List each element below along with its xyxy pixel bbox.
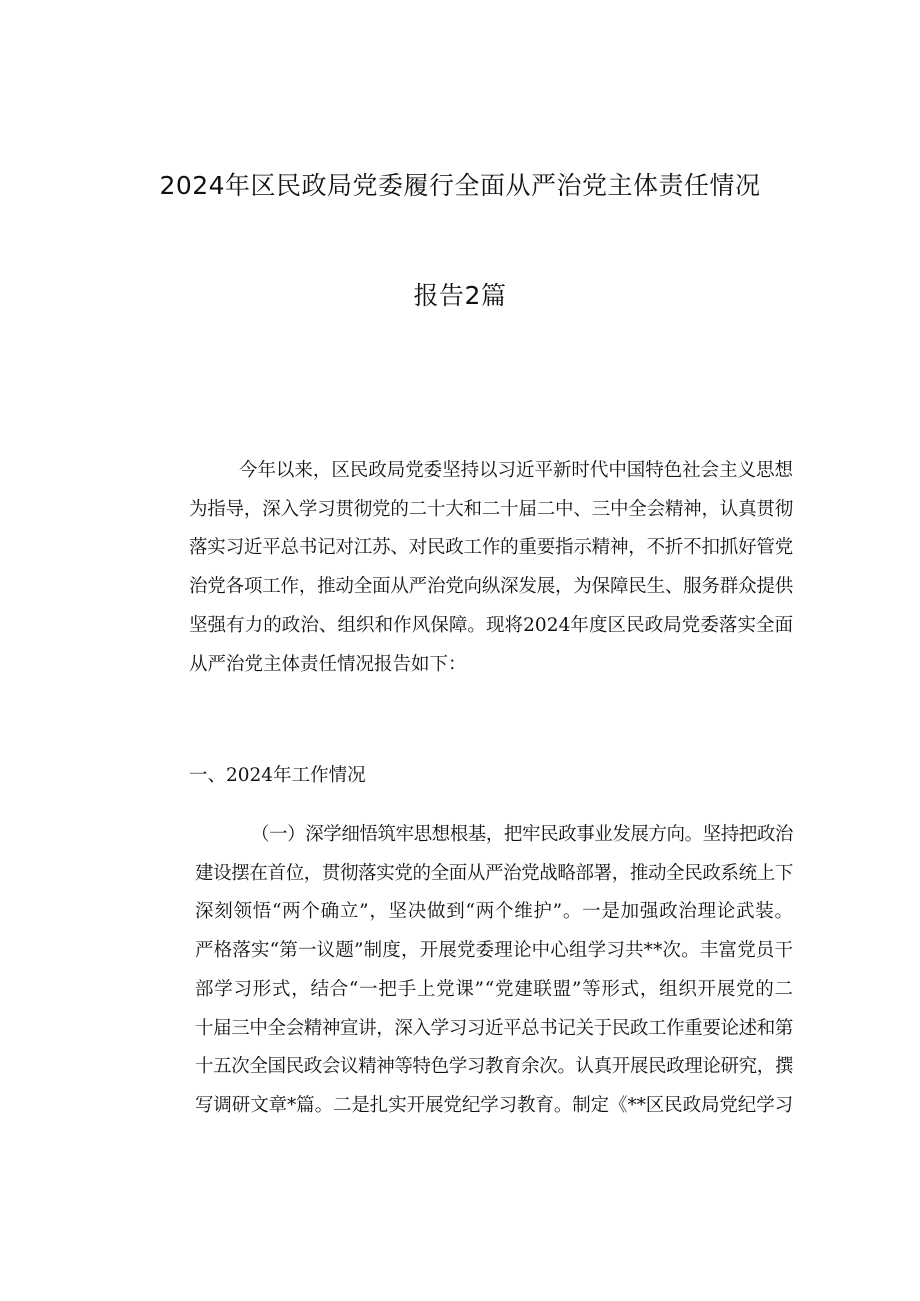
paragraph-line: 今年以来，区民政局党委坚持以习近平新时代中国特色社会主义思想	[239, 460, 793, 481]
paragraph-line: 坚强有力的政治、组织和作风保障。现将2024年度区民政局党委落实全面	[189, 614, 794, 636]
paragraph-line: 从严治党主体责任情况报告如下：	[189, 653, 467, 675]
paragraph-line: 部学习形式，结合“一把手上党课”“党建联盟”等形式，组织开展党的二	[195, 978, 794, 1000]
paragraph-line: 十五次全国民政会议精神等特色学习教育余次。认真开展民政理论研究，撰	[195, 1056, 793, 1078]
section-heading: 一、2024年工作情况	[189, 765, 366, 786]
paragraph-line: 治党各项工作，推动全面从严治党向纵深发展，为保障民生、服务群众提供	[189, 576, 793, 598]
paragraph-line: 建设摆在首位，贯彻落实党的全面从严治党战略部署，推动全民政系统上下	[195, 862, 793, 884]
intro-paragraph	[139, 452, 793, 684]
paragraph-line: 深刻领悟“两个确立”，坚决做到“两个维护”。一是加强政治理论武装。	[195, 901, 794, 923]
document-title-line-1: 2024年区民政局党委履行全面从严治党主体责任情况	[159, 171, 761, 200]
paragraph-line: 十届三中全会精神宣讲，深入学习习近平总书记关于民政工作重要论述和第	[195, 1017, 793, 1039]
paragraph-line: 严格落实“第一议题”制度，开展党委理论中心组学习共**次。丰富党员干	[195, 940, 794, 962]
document-title-line-2: 报告2篇	[413, 281, 507, 310]
paragraph-line: 写调研文章*篇。二是扎实开展党纪学习教育。制定《**区民政局党纪学习	[195, 1094, 793, 1116]
paragraph-line: 落实习近平总书记对江苏、对民政工作的重要指示精神，不折不扣抓好管党	[189, 537, 793, 559]
paragraph-line: 为指导，深入学习贯彻党的二十大和二十届二中、三中全会精神，认真贯彻	[189, 498, 793, 520]
paragraph-line: （一）深学细悟筑牢思想根基，把牢民政事业发展方向。坚持把政治	[251, 824, 793, 845]
section-paragraph	[139, 816, 793, 1126]
